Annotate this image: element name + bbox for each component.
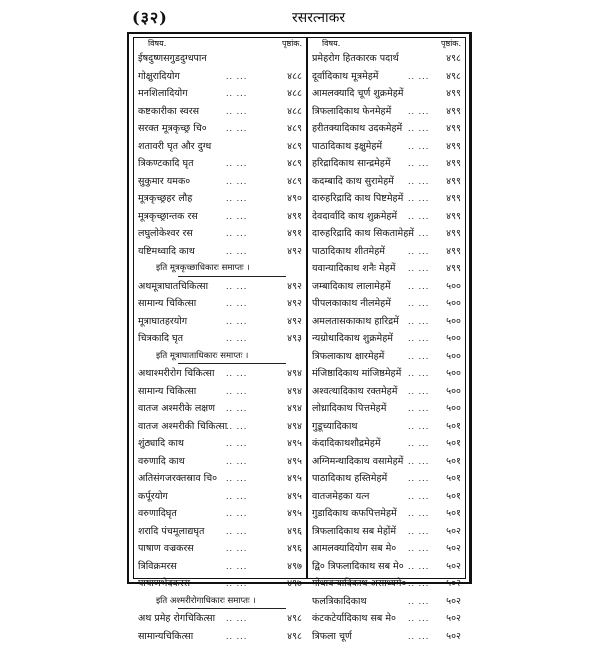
entry-leader-dots: .. ... (408, 523, 448, 541)
entry-page-number: ४९५ (287, 470, 302, 488)
entry-page-number: ५०० (446, 365, 461, 383)
entry-subject: आमलक्यादि चूर्ण शुक्रमेहमें (312, 85, 404, 103)
entry-subject: त्रिफलाकाथ क्षारमेहमें (312, 348, 384, 366)
entry-leader-dots: .. ... (408, 103, 448, 121)
index-entry (134, 400, 306, 418)
entry-subject: सरक्त मूत्रकृच्छ्र चि० (138, 120, 207, 138)
entry-subject: त्रिफलादिकाथ फेनमेहमें (312, 103, 391, 121)
entry-page-number: ५०१ (446, 505, 461, 523)
entry-page-number: ४९९ (446, 138, 461, 156)
entry-subject: दूर्वादिकाथ मूत्रमेहमें (312, 68, 378, 86)
index-entry (134, 173, 306, 191)
index-entry (134, 278, 306, 296)
entry-leader-dots: .. ... (226, 523, 266, 541)
entry-leader-dots: .. ... (226, 330, 266, 348)
index-entry (134, 138, 306, 156)
index-entry (134, 103, 306, 121)
entry-page-number: ५०२ (446, 540, 461, 558)
entry-leader-dots: .. ... (226, 453, 266, 471)
entry-page-number: ४९९ (446, 225, 461, 243)
index-entry (308, 523, 465, 541)
entry-subject: फलत्रिकादिकाथ (312, 593, 367, 611)
entry-page-number: ५०१ (446, 453, 461, 471)
entry-subject: यवान्यादिकाथ शनैः मेहमें (312, 260, 395, 278)
index-entry (308, 540, 465, 558)
section-end-note (134, 348, 306, 366)
entry-subject: कष्टकारीका स्वरस (138, 103, 199, 121)
entry-leader-dots: .. ... (226, 540, 266, 558)
entry-leader-dots: .. ... (408, 575, 448, 593)
entry-leader-dots: .. ... (408, 628, 448, 645)
entry-subject: इति अश्मरीरोगाधिकारः समाप्तः । (156, 593, 256, 611)
entry-subject: पाठादिकाथ इक्षुमेहमें (312, 138, 382, 156)
index-entry (308, 243, 465, 261)
index-entry (134, 190, 306, 208)
entry-subject: अश्वत्थादिकाथ रक्तमेहमें (312, 383, 397, 401)
column-header-subject: विषय. (148, 38, 166, 50)
entry-page-number: ४९९ (446, 103, 461, 121)
index-entry (308, 103, 465, 121)
entry-leader-dots: .. ... (226, 365, 266, 383)
index-entry (308, 435, 465, 453)
index-entry (308, 453, 465, 471)
entry-leader-dots: .. ... (226, 225, 266, 243)
entry-page-number: ५०२ (446, 523, 461, 541)
index-entry (134, 628, 306, 645)
entry-subject: त्रिकण्टकादि घृत (138, 155, 194, 173)
entry-page-number: ४९२ (287, 313, 302, 331)
section-end-note (134, 593, 306, 611)
entry-subject: वातजमेहका यत्न (312, 488, 369, 506)
entry-page-number: ५०० (446, 313, 461, 331)
entry-leader-dots: .. ... (408, 190, 448, 208)
entry-leader-dots: .. ... (408, 418, 448, 436)
entry-leader-dots: .. ... (226, 400, 266, 418)
index-entry (134, 85, 306, 103)
index-entry (308, 278, 465, 296)
entry-page-number: ५०१ (446, 470, 461, 488)
index-entry (308, 418, 465, 436)
index-entry (308, 628, 465, 645)
entry-page-number: ४९५ (287, 488, 302, 506)
entry-subject: सामान्यचिकित्सा (138, 628, 193, 645)
entry-page-number: ४८८ (287, 68, 302, 86)
entry-leader-dots: .. ... (408, 488, 448, 506)
entry-leader-dots: .. ... (408, 593, 448, 611)
entry-leader-dots: .. ... (226, 155, 266, 173)
entry-subject: दारुहरिद्रादि काथ पिष्टमेहमें (312, 190, 403, 208)
entry-leader-dots: .. ... (226, 628, 266, 645)
section-end-note (134, 260, 306, 278)
entry-leader-dots: .. ... (408, 558, 448, 576)
entry-page-number: ४९५ (287, 435, 302, 453)
entry-subject: वातज अश्मरीके लक्षण (138, 400, 215, 418)
index-entry (134, 575, 306, 593)
index-entry (308, 50, 465, 68)
column-header-page: पृष्ठांक. (441, 38, 461, 50)
page-header (70, 4, 540, 26)
entry-leader-dots: .. ... (226, 85, 266, 103)
index-entry (308, 190, 465, 208)
entry-leader-dots: .. ... (408, 260, 448, 278)
entry-subject: लोध्रादिकाथ पित्तमेहमें (312, 400, 386, 418)
entry-page-number: ४९९ (446, 155, 461, 173)
entry-subject: कंटकटेर्यादिकाथ सब मे० (312, 610, 396, 628)
entry-leader-dots: .. ... (408, 138, 448, 156)
entry-subject: वरुणादिघृत (138, 505, 177, 523)
entry-subject: अथाश्मरीरोग चिकित्सा (138, 365, 214, 383)
entry-subject: त्रिविक्रमरस (138, 558, 177, 576)
entry-leader-dots: .. ... (408, 155, 448, 173)
entry-page-number: ४९६ (287, 523, 302, 541)
entry-leader-dots: .. ... (226, 383, 266, 401)
entry-subject: इति मूत्राघाताधिकारः समाप्तः । (156, 348, 248, 366)
entry-subject: त्रिफलादिकाथ सब मेहोंमें (312, 523, 396, 541)
entry-leader-dots: .. ... (408, 348, 448, 366)
index-entry (308, 68, 465, 86)
entry-page-number: ४९५ (287, 505, 302, 523)
entry-page-number: ४९८ (287, 628, 302, 645)
entry-leader-dots: .. ... (408, 243, 448, 261)
index-entry (308, 558, 465, 576)
index-entry (134, 243, 306, 261)
entry-page-number: ५०२ (446, 593, 461, 611)
entry-leader-dots: .. ... (226, 435, 266, 453)
index-entry (308, 488, 465, 506)
entry-subject: द्वि० त्रिफलादिकाथ सब मे० (312, 558, 404, 576)
index-entry (134, 313, 306, 331)
index-entry (308, 593, 465, 611)
entry-subject: ईषदुष्णसगुडदुग्धपान (138, 50, 207, 68)
index-entry (134, 120, 306, 138)
index-entry (308, 85, 465, 103)
entry-subject: दारुहरिद्रादि काथ सिकतामेहमें (312, 225, 414, 243)
entry-leader-dots: .. ... (226, 68, 266, 86)
entry-page-number: ४९९ (446, 173, 461, 191)
entry-leader-dots: .. ... (408, 225, 448, 243)
entry-subject: पाठादिकाथ हस्तिमेहमें (312, 470, 387, 488)
entry-subject: गोधावन्यादिकाथ असाध्यमे० (312, 575, 406, 593)
entry-page-number: ५०१ (446, 418, 461, 436)
entry-page-number: ४९९ (446, 120, 461, 138)
entry-page-number: ५०१ (446, 488, 461, 506)
entry-leader-dots: .. ... (226, 208, 266, 226)
index-entry (308, 610, 465, 628)
entry-page-number: ५०० (446, 383, 461, 401)
index-entry (308, 295, 465, 313)
entry-page-number: ४८८ (287, 103, 302, 121)
entry-subject: यष्टिमध्वादि काथ (138, 243, 195, 261)
index-entry (308, 208, 465, 226)
entry-leader-dots: .. ... (408, 505, 448, 523)
entry-subject: गोक्षुरादियोग (138, 68, 180, 86)
entry-leader-dots: .. ... (408, 610, 448, 628)
entry-page-number: ४९९ (446, 260, 461, 278)
entry-subject: अमलतासकाकाथ हारिद्रमें (312, 313, 399, 331)
index-entry (308, 575, 465, 593)
index-entry (134, 50, 306, 68)
index-column-left (134, 38, 308, 578)
index-entry (134, 470, 306, 488)
entry-page-number: ४९४ (287, 400, 302, 418)
index-entry (134, 488, 306, 506)
entry-leader-dots: .. ... (408, 173, 448, 191)
entry-page-number: ५०१ (446, 435, 461, 453)
entry-subject: कदम्बादि काथ सुरामेहमें (312, 173, 394, 191)
entry-subject: प्रमेहरोग हितकारक पदार्थ (312, 50, 399, 68)
entry-subject: शुंठ्यादि काथ (138, 435, 184, 453)
entry-subject: गुडादिकाथ कफपित्तमेहमें (312, 505, 397, 523)
entry-subject: हरिद्रादिकाथ सान्द्रमेहमें (312, 155, 391, 173)
index-table-frame (127, 32, 472, 584)
column-header-page: पृष्ठांक. (282, 38, 302, 50)
entry-page-number: ४९७ (287, 575, 302, 593)
entry-page-number: ४९७ (287, 558, 302, 576)
page-number: (३२) (132, 6, 168, 28)
entry-leader-dots: .. ... (408, 330, 448, 348)
entry-subject: मूत्राघातहरयोग (138, 313, 187, 331)
entry-subject: कर्पूरयोग (138, 488, 168, 506)
entry-subject: हरीतक्यादिकाथ उदकमेहमें (312, 120, 402, 138)
entry-subject: मूत्रकृच्छ्रहर लौह (138, 190, 192, 208)
entry-subject: वरुणादि काथ (138, 453, 185, 471)
entry-page-number: ५०० (446, 348, 461, 366)
index-entry (134, 540, 306, 558)
entry-subject: आमलक्यादियोग सब मे० (312, 540, 396, 558)
entry-page-number: ४८९ (287, 120, 302, 138)
entry-subject: चित्रकादि घृत (138, 330, 183, 348)
index-entry (134, 610, 306, 628)
entry-leader-dots: .. ... (226, 610, 266, 628)
index-entry (308, 330, 465, 348)
column-header-subject: विषय. (322, 38, 340, 50)
index-entry (134, 208, 306, 226)
entry-leader-dots: .. ... (226, 278, 266, 296)
entry-page-number: ५०० (446, 330, 461, 348)
entry-leader-dots: .. ... (408, 470, 448, 488)
entry-subject: सामान्य चिकित्सा (138, 295, 196, 313)
index-entry (134, 523, 306, 541)
entry-page-number: ५०२ (446, 610, 461, 628)
entry-leader-dots: .. ... (226, 558, 266, 576)
entry-page-number: ४९४ (287, 418, 302, 436)
entry-page-number: ५०० (446, 400, 461, 418)
entry-subject: पाठादिकाथ शीतमेहमें (312, 243, 385, 261)
entry-subject: गुडूच्यादिकाथ (312, 418, 358, 436)
entry-subject: अतिसंगजरक्तस्राव चि० (138, 470, 217, 488)
entry-subject: लघुलोकेश्वर रस (138, 225, 193, 243)
index-entry (308, 313, 465, 331)
entry-leader-dots: .. ... (408, 68, 448, 86)
entry-subject: वातज अश्मरीकी चिकित्सा (138, 418, 227, 436)
entry-leader-dots: .. ... (408, 365, 448, 383)
entry-leader-dots: .. ... (408, 120, 448, 138)
entry-leader-dots: .. ... (408, 540, 448, 558)
index-entry (308, 260, 465, 278)
column-header (308, 38, 465, 50)
entry-page-number: ४९२ (287, 243, 302, 261)
entry-page-number: ५०० (446, 295, 461, 313)
column-header (134, 38, 306, 50)
index-entry (308, 505, 465, 523)
entry-page-number: ४९८ (446, 68, 461, 86)
entry-page-number: ५०२ (446, 628, 461, 645)
entry-subject: मूत्रकृच्छ्रान्तक रस (138, 208, 198, 226)
entry-page-number: ४८९ (287, 138, 302, 156)
entry-leader-dots: .. ... (226, 505, 266, 523)
entry-leader-dots: .. ... (226, 295, 266, 313)
index-entry (134, 330, 306, 348)
index-entry (308, 400, 465, 418)
entry-subject: इति मूत्रकृच्छाधिकारः समाप्तः । (156, 260, 250, 278)
entry-leader-dots: .. ... (226, 418, 266, 436)
entry-leader-dots: .. ... (226, 313, 266, 331)
entry-subject: पीपलकाकाथ नीलमेहमें (312, 295, 391, 313)
entry-page-number: ४९१ (287, 208, 302, 226)
entry-subject: अग्निमन्थादिकाथ वसामेहमें (312, 453, 403, 471)
entry-leader-dots: .. ... (226, 243, 266, 261)
index-entry (308, 383, 465, 401)
entry-subject: अथ प्रमेह रोगचिकित्सा (138, 610, 215, 628)
index-entry (308, 120, 465, 138)
index-entry (308, 138, 465, 156)
entry-page-number: ४९४ (287, 365, 302, 383)
entry-leader-dots: .. ... (408, 400, 448, 418)
entry-leader-dots: .. ... (226, 470, 266, 488)
entry-leader-dots: .. ... (226, 103, 266, 121)
entry-leader-dots: .. ... (226, 190, 266, 208)
index-entry (308, 173, 465, 191)
index-entry (308, 348, 465, 366)
entry-page-number: ४८९ (287, 173, 302, 191)
index-entry (134, 383, 306, 401)
entry-subject: मनशिलादियोग (138, 85, 188, 103)
entry-leader-dots: .. ... (408, 435, 448, 453)
entry-page-number: ४८९ (287, 155, 302, 173)
entry-subject: त्रिफला चूर्ण (312, 628, 352, 645)
entry-leader-dots: .. ... (226, 488, 266, 506)
entry-page-number: ४९२ (287, 278, 302, 296)
index-entry (308, 225, 465, 243)
book-title: रसरत्नाकर (292, 8, 345, 27)
index-entry (134, 558, 306, 576)
index-entry (134, 295, 306, 313)
entry-subject: पाषाण वज्रकरस (138, 540, 194, 558)
index-entry (308, 470, 465, 488)
entry-leader-dots: .. ... (408, 313, 448, 331)
entry-page-number: ४९९ (446, 208, 461, 226)
entry-page-number: ४९८ (287, 610, 302, 628)
entry-page-number: ४९३ (287, 330, 302, 348)
entry-page-number: ४९२ (287, 295, 302, 313)
entry-subject: सामान्य चिकित्सा (138, 383, 196, 401)
index-table (133, 37, 466, 579)
entry-subject: सुकुमार यमक० (138, 173, 190, 191)
entry-page-number: ५०० (446, 278, 461, 296)
index-entry (134, 505, 306, 523)
entry-page-number: ४८८ (287, 85, 302, 103)
index-entry (308, 155, 465, 173)
entry-leader-dots: .. ... (226, 575, 266, 593)
entry-leader-dots: .. ... (408, 278, 448, 296)
index-entry (134, 68, 306, 86)
entry-page-number: ४९९ (446, 85, 461, 103)
entry-page-number: ४९५ (287, 453, 302, 471)
entry-leader-dots: .. ... (408, 295, 448, 313)
entry-subject: जम्बादिकाथ लालामेहमें (312, 278, 391, 296)
index-entry (134, 365, 306, 383)
entry-page-number: ४९९ (446, 190, 461, 208)
entry-leader-dots: .. ... (408, 208, 448, 226)
index-entry (308, 365, 465, 383)
entry-subject: पाषाणभेदकरस (138, 575, 190, 593)
entry-subject: अथमूत्राघातचिकित्सा (138, 278, 208, 296)
index-entry (134, 155, 306, 173)
entry-subject: मंजिष्ठादिकाथ मांजिष्ठमेहमें (312, 365, 401, 383)
entry-page-number: ४९६ (287, 540, 302, 558)
entry-leader-dots: .. ... (408, 453, 448, 471)
index-entry (134, 435, 306, 453)
entry-subject: शरादि पंचमूलाद्यघृत (138, 523, 204, 541)
index-entry (134, 453, 306, 471)
index-entry (134, 225, 306, 243)
entry-page-number: ५०२ (446, 575, 461, 593)
entry-subject: देवदार्वादि काथ शुक्रमेहमें (312, 208, 397, 226)
entry-subject: कंदादिकाथशौद्रमेहमें (312, 435, 381, 453)
entry-page-number: ४९१ (287, 225, 302, 243)
entry-subject: शतावरी घृत और दुग्ध (138, 138, 211, 156)
entry-page-number: ४९८ (446, 50, 461, 68)
entry-page-number: ४९० (287, 190, 302, 208)
entry-leader-dots: .. ... (226, 120, 266, 138)
entry-page-number: ५०२ (446, 558, 461, 576)
index-column-right (308, 38, 465, 578)
entry-page-number: ४९४ (287, 383, 302, 401)
entry-subject: न्यग्रोधादिकाथ शुक्रमेहमें (312, 330, 393, 348)
entry-leader-dots: .. ... (408, 383, 448, 401)
entry-page-number: ४९९ (446, 243, 461, 261)
entry-leader-dots: .. ... (226, 173, 266, 191)
index-entry (134, 418, 306, 436)
